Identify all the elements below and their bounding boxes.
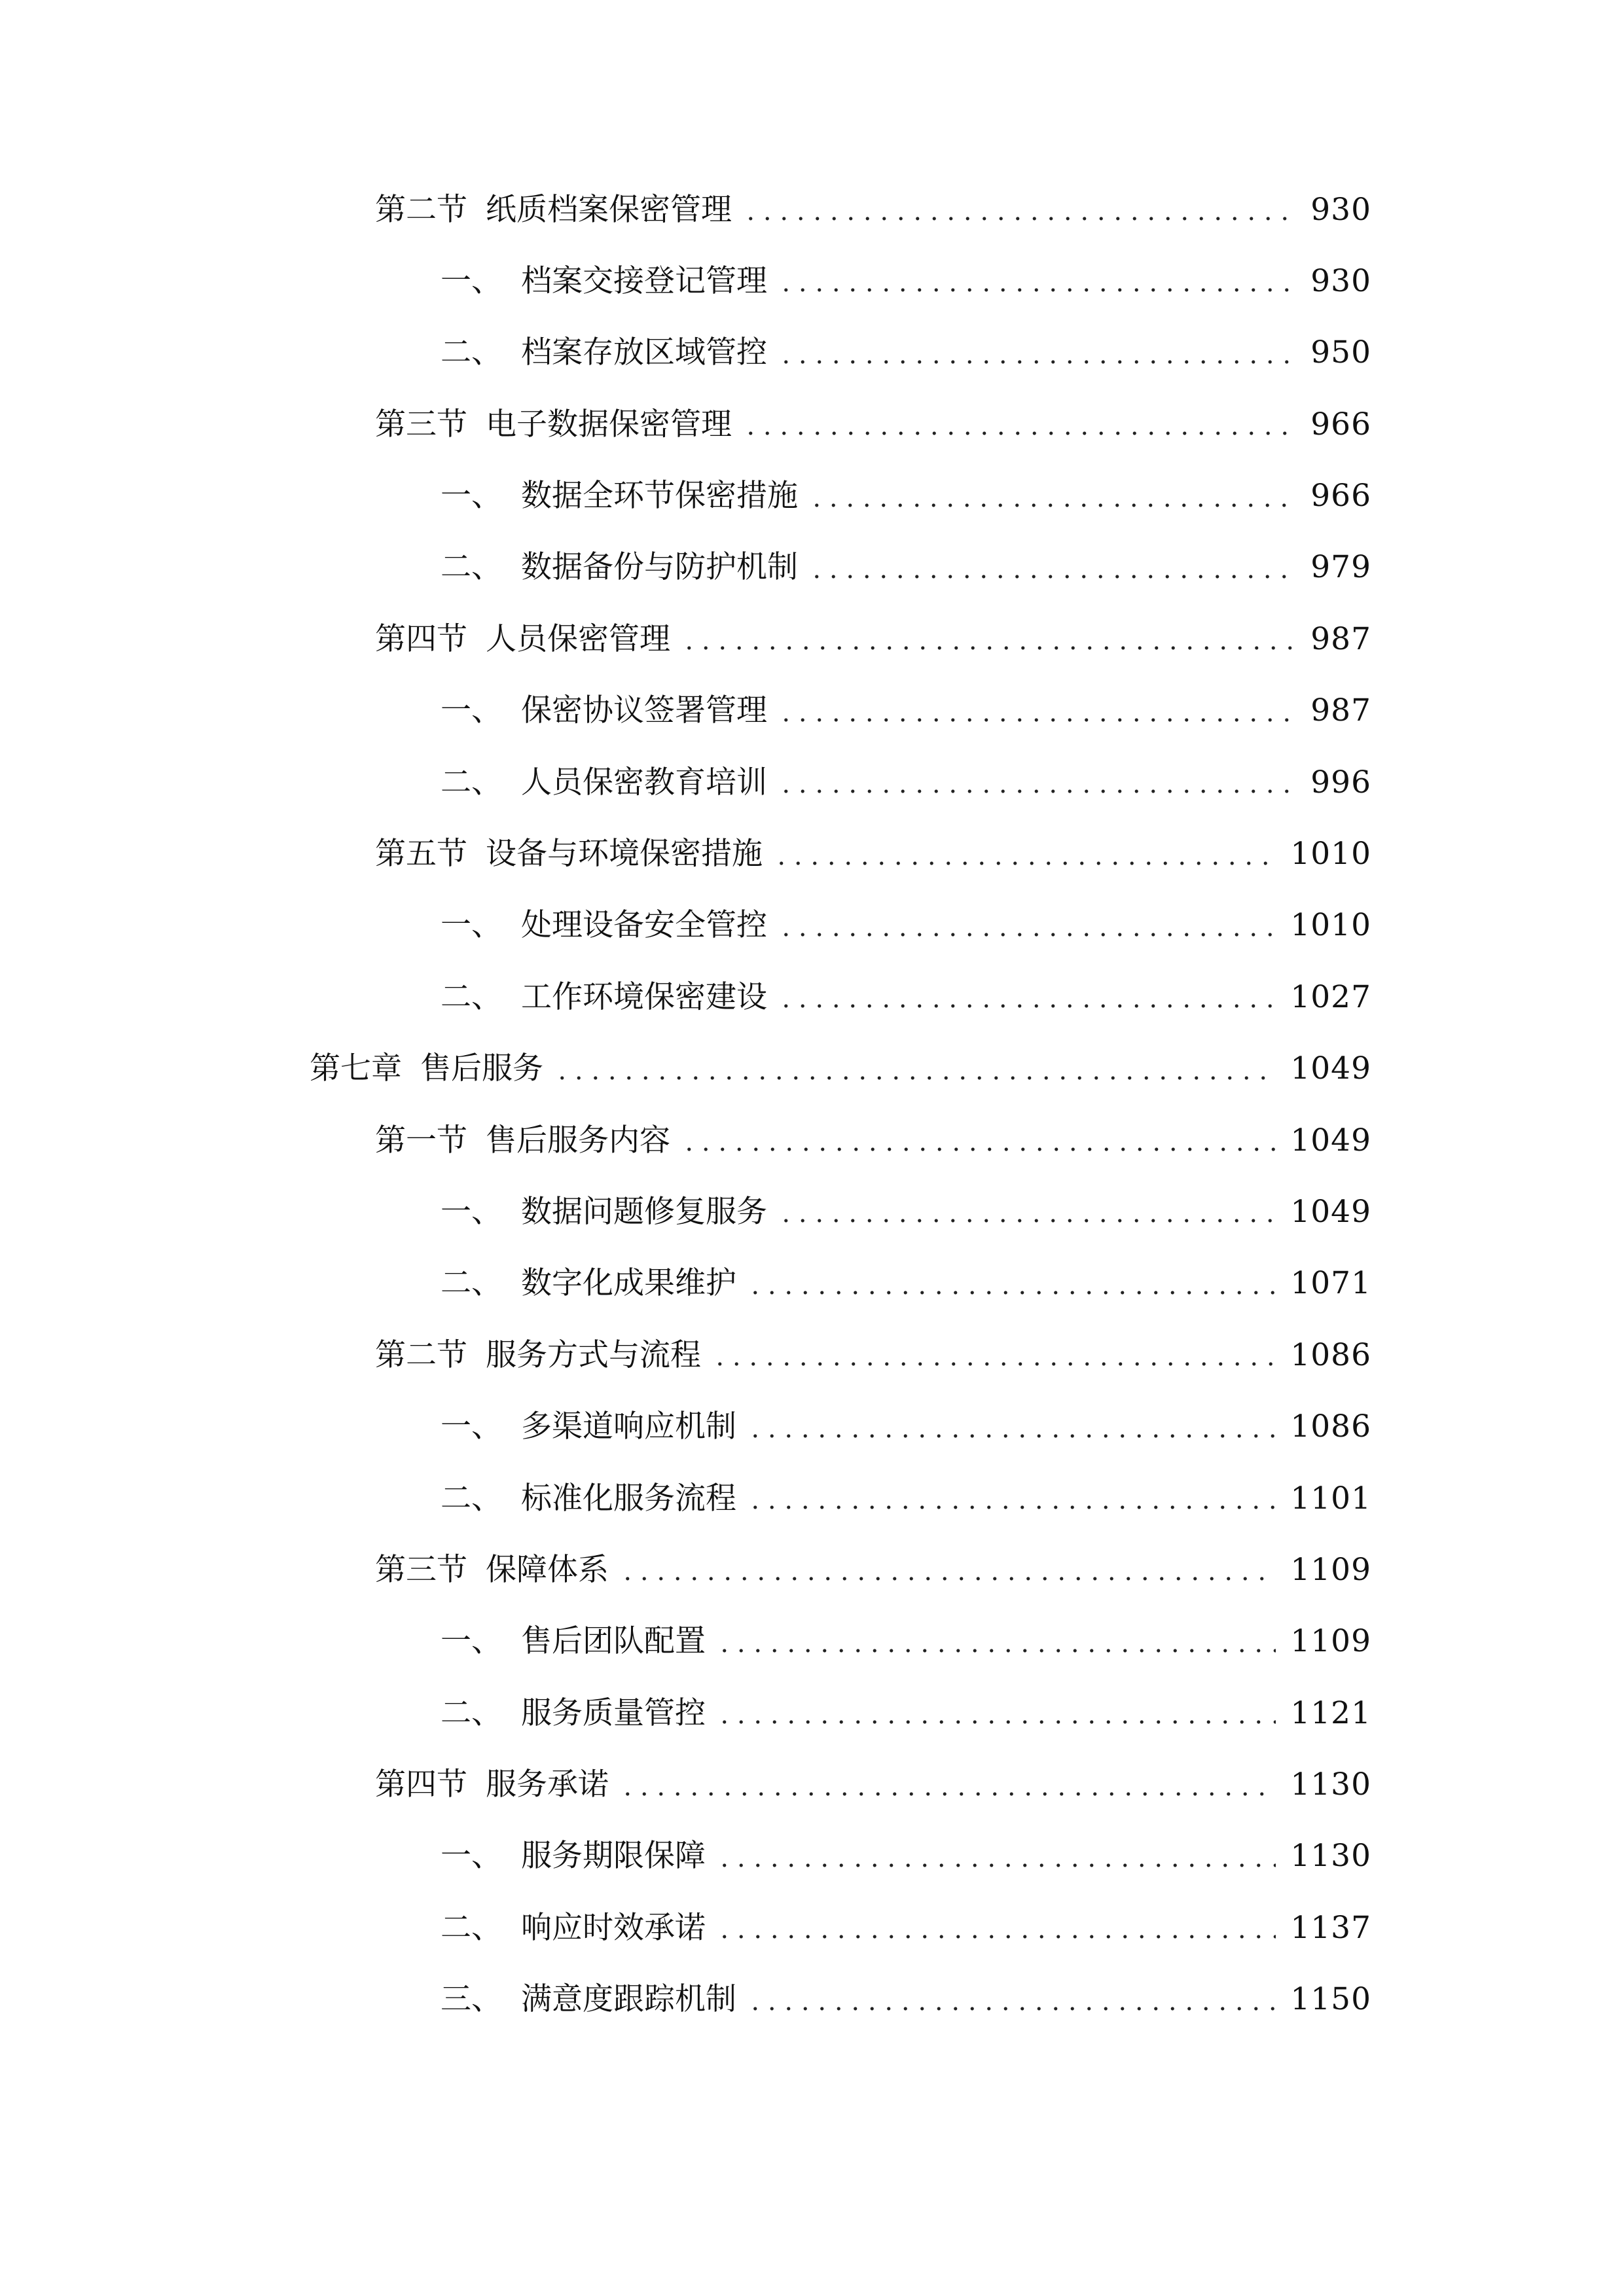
toc-entry-title: 人员保密教育培训 [521,764,767,800]
toc-entry-line [441,548,1371,587]
toc-entry-number: 二、 [441,1695,502,1731]
dot-leader [747,1479,1276,1518]
toc-entry-line [375,619,1371,658]
dot-leader [778,762,1296,802]
toc-entry-line [375,1121,1371,1160]
toc-entry-page-number: 987 [1310,692,1371,729]
toc-entry-line [375,1765,1371,1804]
toc-entry-title: 数据备份与防护机制 [521,549,798,586]
toc-entry-line [441,691,1371,730]
toc-entry-page-number: 979 [1310,549,1371,586]
toc-entry-line [375,1335,1371,1374]
toc-entry-number: 二、 [441,764,502,800]
toc-entry-title: 保障体系 [486,1551,609,1588]
toc-entry-page-number: 1027 [1290,978,1371,1015]
toc-entry-line [441,1908,1371,1947]
toc-entry-page-number: 1010 [1290,907,1371,944]
toc-entry-page-number: 1109 [1290,1623,1371,1660]
toc-entry-number: 第七章 [310,1050,402,1087]
toc-entry-page-number: 987 [1310,620,1371,657]
dot-leader [778,977,1276,1016]
toc-entry-line [441,906,1371,945]
toc-entry-number: 三、 [441,1981,502,2018]
toc-entry-line [441,1980,1371,2019]
toc-entry-number: 一、 [441,1838,502,1874]
toc-entry-title: 数据问题修复服务 [521,1193,767,1230]
toc-entry-number: 第四节 [375,620,467,657]
toc-entry-line [441,261,1371,300]
toc-entry-page-number: 950 [1310,334,1371,371]
toc-entry-title: 响应时效承诺 [521,1909,706,1946]
toc-entry[interactable] [0,333,1624,404]
toc-entry[interactable] [0,1980,1624,2051]
toc-entry[interactable] [0,1335,1624,1407]
toc-entry-number: 一、 [441,692,502,729]
toc-entry-page-number: 1109 [1290,1551,1371,1588]
toc-entry-page-number: 1150 [1290,1981,1371,2018]
dot-leader [716,1837,1276,1876]
toc-entry-title: 售后服务内容 [486,1122,670,1158]
toc-entry-number: 二、 [441,1909,502,1946]
toc-entry-page-number: 1049 [1290,1050,1371,1087]
dot-leader [716,1622,1276,1661]
toc-entry[interactable] [0,1765,1624,1837]
toc-entry[interactable] [0,619,1624,691]
dot-leader [742,190,1296,229]
toc-entry-number: 一、 [441,262,502,299]
toc-entry-number: 二、 [441,978,502,1015]
toc-entry-page-number: 1121 [1290,1695,1371,1731]
dot-leader [773,834,1276,874]
dot-leader [747,1407,1276,1446]
toc-entry-title: 设备与环境保密措施 [486,836,763,872]
toc-entry-title: 售后服务 [420,1050,543,1087]
toc-entry-page-number: 1130 [1290,1838,1371,1874]
toc-entry-title: 电子数据保密管理 [486,406,732,442]
toc-entry-title: 数据全环节保密措施 [521,478,798,514]
toc-entry-number: 一、 [441,1623,502,1660]
toc-entry-page-number: 966 [1310,406,1371,442]
toc-entry-line [441,762,1371,802]
dot-leader [681,1121,1276,1160]
toc-entry-number: 二、 [441,334,502,371]
toc-entry-page-number: 1071 [1290,1265,1371,1302]
dot-leader [808,548,1296,587]
toc-entry[interactable] [0,261,1624,332]
toc-entry[interactable] [0,1121,1624,1192]
toc-entry[interactable] [0,548,1624,619]
toc-entry-line [441,476,1371,516]
toc-entry-title: 档案存放区域管控 [521,334,767,371]
toc-entry-number: 第一节 [375,1122,467,1158]
toc-entry-line [441,1693,1371,1732]
toc-entry[interactable] [0,404,1624,476]
table-of-contents [0,190,1624,2051]
toc-entry-page-number: 1086 [1290,1408,1371,1445]
toc-entry-page-number: 1086 [1290,1336,1371,1373]
toc-entry-title: 标准化服务流程 [521,1480,736,1516]
dot-leader [778,691,1296,730]
toc-entry-page-number: 1137 [1290,1909,1371,1946]
dot-leader [716,1693,1276,1732]
dot-leader [742,404,1296,444]
dot-leader [747,1264,1276,1303]
dot-leader [778,333,1296,372]
toc-entry-page-number: 1101 [1290,1480,1371,1516]
toc-entry-number: 一、 [441,907,502,944]
toc-entry-line [441,1479,1371,1518]
toc-entry[interactable] [0,1264,1624,1335]
toc-entry[interactable] [0,1622,1624,1693]
toc-entry-title: 多渠道响应机制 [521,1408,736,1445]
toc-entry-line [441,333,1371,372]
toc-entry[interactable] [0,1693,1624,1765]
toc-entry-title: 服务承诺 [486,1767,609,1803]
toc-entry-title: 处理设备安全管控 [521,907,767,944]
dot-leader [554,1049,1276,1088]
toc-entry-line [310,1049,1371,1088]
toc-entry[interactable] [0,476,1624,548]
toc-entry-page-number: 1010 [1290,836,1371,872]
toc-entry-number: 二、 [441,549,502,586]
toc-entry-number: 第四节 [375,1767,467,1803]
toc-entry-line [441,1622,1371,1661]
toc-entry-number: 第二节 [375,1336,467,1373]
toc-entry-number: 一、 [441,478,502,514]
toc-entry[interactable] [0,190,1624,261]
toc-entry-number: 一、 [441,1193,502,1230]
toc-entry-title: 人员保密管理 [486,620,670,657]
dot-leader [778,906,1276,945]
toc-entry-number: 一、 [441,1408,502,1445]
toc-entry-line [375,190,1371,229]
toc-entry-line [441,1837,1371,1876]
toc-entry-number: 二、 [441,1480,502,1516]
dot-leader [712,1335,1276,1374]
toc-entry[interactable] [0,834,1624,906]
dot-leader [619,1550,1276,1589]
dot-leader [808,476,1296,516]
toc-entry-line [441,1407,1371,1446]
toc-entry-page-number: 1049 [1290,1193,1371,1230]
toc-entry-page-number: 930 [1310,262,1371,299]
toc-entry-page-number: 1130 [1290,1767,1371,1803]
toc-entry-line [375,834,1371,874]
toc-entry[interactable] [0,691,1624,762]
toc-entry[interactable] [0,977,1624,1049]
dot-leader [619,1765,1276,1804]
dot-leader [778,1192,1276,1231]
toc-entry-page-number: 930 [1310,191,1371,228]
dot-leader [681,619,1296,658]
toc-entry-line [441,1264,1371,1303]
toc-entry-title: 工作环境保密建设 [521,978,767,1015]
toc-entry-title: 数字化成果维护 [521,1265,736,1302]
toc-entry-line [441,1192,1371,1231]
toc-entry-number: 第二节 [375,191,467,228]
toc-entry-number: 第三节 [375,406,467,442]
toc-entry[interactable] [0,1407,1624,1479]
toc-entry-page-number: 1049 [1290,1122,1371,1158]
toc-entry-line [375,1550,1371,1589]
toc-entry-page-number: 996 [1310,764,1371,800]
toc-entry-title: 服务期限保障 [521,1838,706,1874]
toc-entry-title: 档案交接登记管理 [521,262,767,299]
toc-entry-title: 服务方式与流程 [486,1336,701,1373]
toc-entry-number: 第五节 [375,836,467,872]
toc-entry-title: 纸质档案保密管理 [486,191,732,228]
toc-entry[interactable] [0,906,1624,977]
toc-entry-number: 第三节 [375,1551,467,1588]
toc-entry[interactable] [0,762,1624,834]
toc-entry-title: 售后团队配置 [521,1623,706,1660]
toc-entry[interactable] [0,1479,1624,1550]
toc-entry-title: 满意度跟踪机制 [521,1981,736,2018]
toc-entry[interactable] [0,1049,1624,1121]
toc-entry[interactable] [0,1550,1624,1621]
toc-entry[interactable] [0,1192,1624,1263]
toc-entry-line [441,977,1371,1016]
dot-leader [747,1980,1276,2019]
toc-entry[interactable] [0,1837,1624,1908]
dot-leader [778,261,1296,300]
toc-entry-title: 服务质量管控 [521,1695,706,1731]
dot-leader [716,1908,1276,1947]
toc-entry-page-number: 966 [1310,478,1371,514]
toc-entry[interactable] [0,1908,1624,1979]
toc-entry-line [375,404,1371,444]
toc-entry-title: 保密协议签署管理 [521,692,767,729]
toc-entry-number: 二、 [441,1265,502,1302]
